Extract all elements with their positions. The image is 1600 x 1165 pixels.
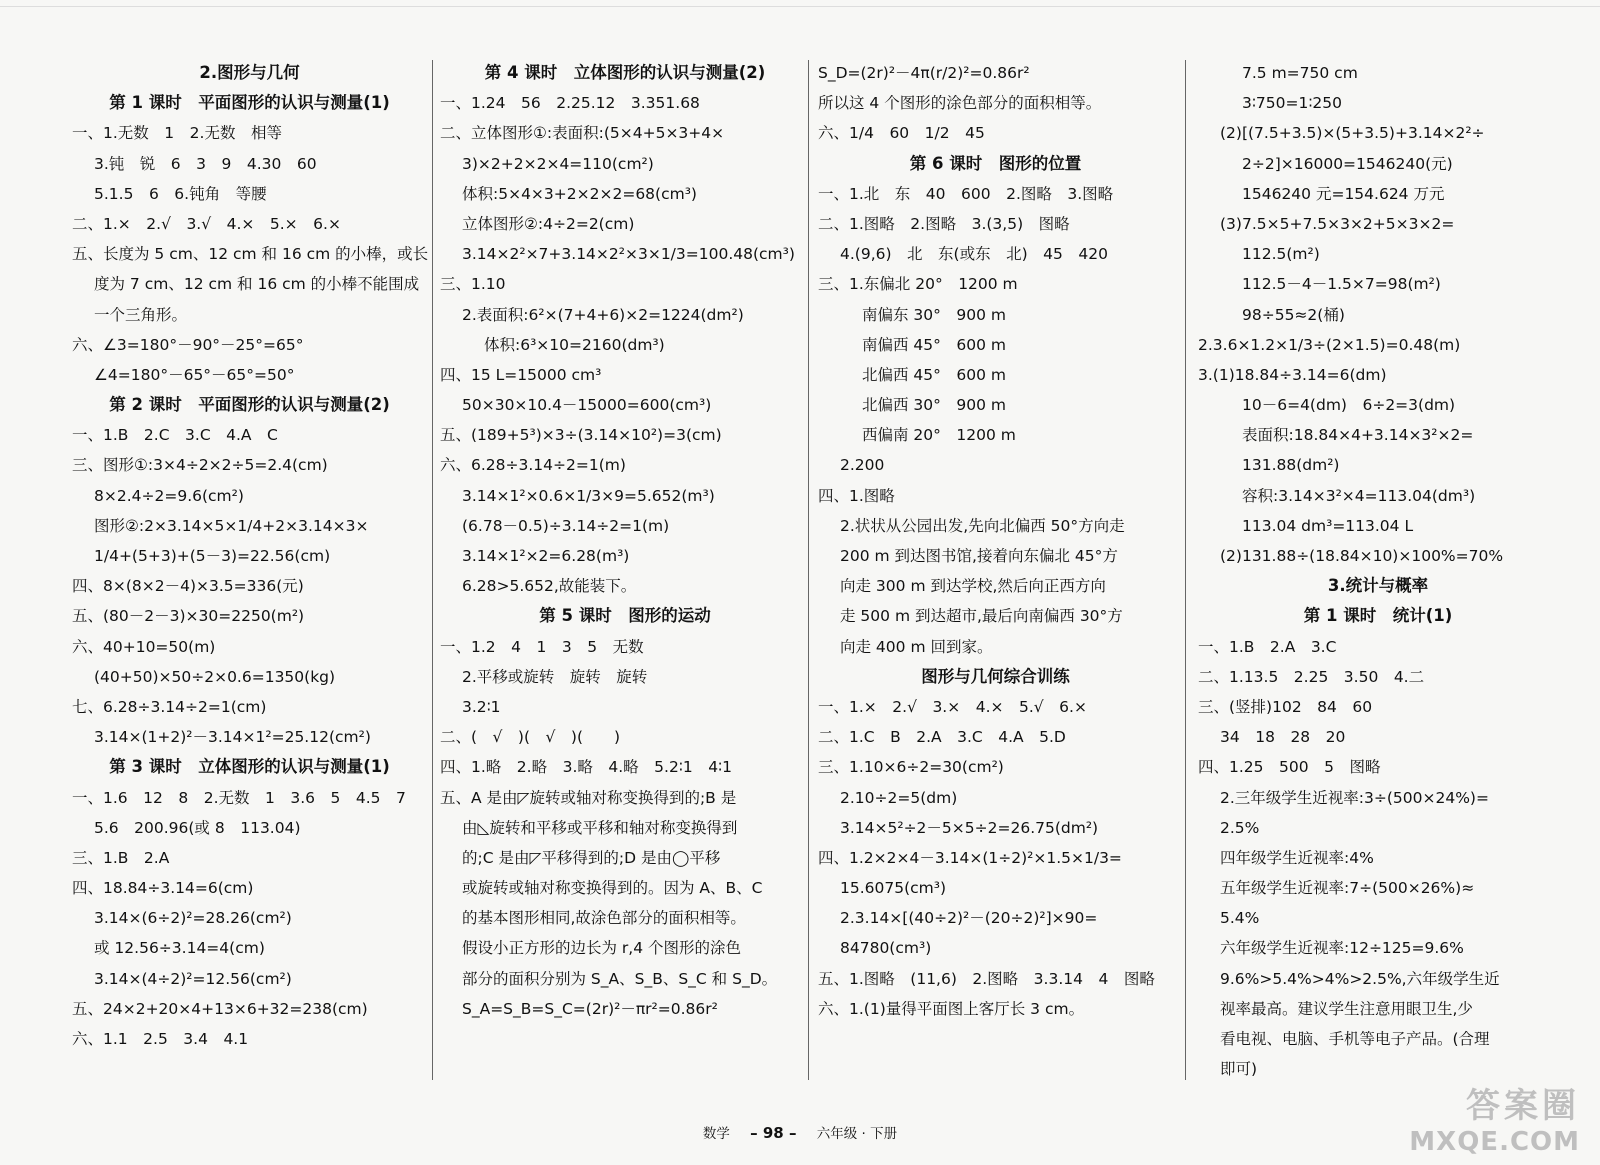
answer-line: (2)131.88÷(18.84×10)×100%=70% xyxy=(1220,547,1504,565)
answer-line: 南偏东 30° 900 m xyxy=(862,305,1007,324)
answer-line: 假设小正方形的边长为 r,4 个图形的涂色 xyxy=(462,939,742,958)
answer-line: 2.3.14×[(40÷2)²－(20÷2)²]×90= xyxy=(840,909,1098,928)
answer-line: 三、1.东偏北 20° 1200 m xyxy=(818,275,1018,294)
answer-line: 二、( √ )( √ )( ) xyxy=(440,728,621,747)
page-number: – 98 – xyxy=(750,1124,797,1142)
column-2 xyxy=(440,58,810,1024)
section-heading: 图形与几何综合训练 xyxy=(921,666,1070,686)
answer-line: 一、1.北 东 40 600 2.图略 3.图略 xyxy=(818,184,1114,203)
answer-line: 3.14×1²×0.6×1/3×9=5.652(m³) xyxy=(462,486,715,505)
answer-line: 5.4% xyxy=(1220,909,1260,928)
answer-line: 视率最高。建议学生注意用眼卫生,少 xyxy=(1220,999,1473,1018)
answer-line: (6.78－0.5)÷3.14÷2=1(m) xyxy=(462,516,670,535)
answer-line: 一、1.× 2.√ 3.× 4.× 5.√ 6.× xyxy=(818,697,1087,716)
footer-subject: 数学 xyxy=(702,1126,730,1142)
answer-line: 五年级学生近视率:7÷(500×26%)≈ xyxy=(1220,879,1475,898)
answer-line: 向走 400 m 回到家。 xyxy=(840,637,993,656)
answer-line: 98÷55≈2(桶) xyxy=(1242,305,1345,324)
answer-line: 3.14×1²×2=6.28(m³) xyxy=(462,547,630,565)
answer-line: S_A=S_B=S_C=(2r)²－πr²=0.86r² xyxy=(462,999,718,1018)
answer-line: 34 18 28 20 xyxy=(1220,728,1346,747)
answer-line: 84780(cm³) xyxy=(840,939,932,958)
answer-line: 体积:6³×10=2160(dm³) xyxy=(484,335,665,354)
section-heading: 第 2 课时 平面图形的认识与测量(2) xyxy=(109,395,390,415)
footer-grade: 六年级 · 下册 xyxy=(816,1126,898,1142)
answer-line: 113.04 dm³=113.04 L xyxy=(1242,516,1414,535)
answer-line: 50×30×10.4－15000=600(cm³) xyxy=(462,396,712,415)
section-heading: 3.统计与概率 xyxy=(1327,576,1429,596)
answer-line: 2.200 xyxy=(840,456,885,475)
answer-line: 一、1.B 2.A 3.C xyxy=(1198,637,1337,656)
answer-line: 3.钝 锐 6 3 9 4.30 60 xyxy=(94,154,317,173)
answer-line: 六年级学生近视率:12÷125=9.6% xyxy=(1220,939,1464,958)
answer-line: 131.88(dm²) xyxy=(1242,456,1340,475)
answer-line: 北偏西 45° 600 m xyxy=(862,365,1007,384)
watermark-line1: 答案圈 xyxy=(1466,1086,1580,1126)
answer-line: 四、15 L=15000 cm³ xyxy=(440,365,602,384)
answer-line: 一、1.24 56 2.25.12 3.351.68 xyxy=(440,94,700,113)
answer-line: 四、1.25 500 5 图略 xyxy=(1198,758,1381,777)
answer-line: 四、18.84÷3.14=6(cm) xyxy=(72,879,254,898)
answer-line: 四、1.图略 xyxy=(818,486,895,505)
answer-line: 5.6 200.96(或 8 113.04) xyxy=(94,818,301,837)
answer-line: 即可) xyxy=(1220,1060,1258,1079)
section-heading: 2.图形与几何 xyxy=(199,63,300,82)
answer-line: 五、1.图略 (11,6) 2.图略 3.3.14 4 图略 xyxy=(818,969,1155,988)
answer-line: 或旋转或轴对称变换得到的。因为 A、B、C xyxy=(462,879,763,898)
answer-line: 2.3.6×1.2×1/3÷(2×1.5)=0.48(m) xyxy=(1198,335,1461,354)
answer-line: 所以这 4 个图形的涂色部分的面积相等。 xyxy=(818,94,1102,113)
answer-line: 2.5% xyxy=(1220,818,1260,837)
answer-line: 2.状状从公园出发,先向北偏西 50°方向走 xyxy=(840,516,1125,535)
answer-line: 3.14×(6÷2)²=28.26(cm²) xyxy=(94,909,292,928)
answer-line: 体积:5×4×3+2×2×2=68(cm³) xyxy=(462,184,697,203)
answer-line: 三、1.B 2.A xyxy=(72,848,170,867)
answer-line: 3.(1)18.84÷3.14=6(dm) xyxy=(1198,365,1387,384)
answer-line: 2.平移或旋转 旋转 旋转 xyxy=(462,667,648,686)
answer-line: 西偏南 20° 1200 m xyxy=(862,426,1016,445)
answer-line: 9.6%>5.4%>4%>2.5%,六年级学生近 xyxy=(1220,969,1500,988)
answer-line: 2.10÷2=5(dm) xyxy=(840,788,958,807)
answer-line: 10－6=4(dm) 6÷2=3(dm) xyxy=(1242,396,1456,415)
section-heading: 第 5 课时 图形的运动 xyxy=(539,606,711,626)
answer-line: 六、1.1 2.5 3.4 4.1 xyxy=(72,1030,249,1048)
answer-line: 一个三角形。 xyxy=(94,305,188,324)
answer-line: 2.三年级学生近视率:3÷(500×24%)= xyxy=(1220,788,1489,807)
answer-line: 3.14×(1+2)²－3.14×1²=25.12(cm²) xyxy=(94,728,371,747)
column-4 xyxy=(1198,58,1558,1084)
column-1 xyxy=(72,58,427,1054)
section-heading: 第 1 课时 统计(1) xyxy=(1303,606,1453,626)
answer-line: 4.(9,6) 北 东(或东 北) 45 420 xyxy=(840,245,1108,264)
answer-line: (2)[(7.5+3.5)×(5+3.5)+3.14×2²÷ xyxy=(1220,124,1485,143)
answer-line: 5.1.5 6 6.钝角 等腰 xyxy=(94,184,267,203)
answer-line: 七、6.28÷3.14÷2=1(cm) xyxy=(72,697,267,716)
column-divider xyxy=(432,60,433,1080)
answer-line: 3.14×2²×7+3.14×2²×3×1/3=100.48(cm³) xyxy=(462,245,795,264)
answer-line: 五、(80－2－3)×30=2250(m²) xyxy=(72,607,305,626)
answer-line: 南偏西 45° 600 m xyxy=(862,335,1007,354)
answer-line: 表面积:18.84×4+3.14×3²×2= xyxy=(1242,426,1474,445)
answer-line: 图形②:2×3.14×5×1/4+2×3.14×3× xyxy=(94,516,369,535)
answer-line: 六、1.(1)量得平面图上客厅长 3 cm。 xyxy=(818,999,1085,1018)
answer-line: 1/4+(5+3)+(5－3)=22.56(cm) xyxy=(94,547,331,565)
answer-line: (3)7.5×5+7.5×3×2+5×3×2= xyxy=(1220,214,1455,233)
section-heading: 第 1 课时 平面图形的认识与测量(1) xyxy=(109,93,390,113)
answer-line: 一、1.B 2.C 3.C 4.A C xyxy=(72,426,278,445)
answer-line: ∠4=180°－65°－65°=50° xyxy=(94,365,295,384)
answer-line: 三、1.10 xyxy=(440,275,506,294)
answer-line: 8×2.4÷2=9.6(cm²) xyxy=(94,486,244,505)
answer-line: 看电视、电脑、手机等电子产品。(合理 xyxy=(1220,1030,1490,1048)
answer-line: (40+50)×50÷2×0.6=1350(kg) xyxy=(94,667,336,686)
answer-line: 3.14×(4÷2)²=12.56(cm²) xyxy=(94,969,292,988)
column-3 xyxy=(818,58,1173,1024)
answer-line: 一、1.无数 1 2.无数 相等 xyxy=(72,124,282,143)
page-footer xyxy=(0,1122,1600,1142)
answer-line: 六、∠3=180°－90°－25°=65° xyxy=(72,335,304,354)
answer-line: 的基本图形相同,故涂色部分的面积相等。 xyxy=(462,909,746,928)
column-divider xyxy=(808,60,809,1080)
answer-line: 六、1/4 60 1/2 45 xyxy=(818,124,985,143)
answer-line: 1546240 元=154.624 万元 xyxy=(1242,184,1445,203)
answer-line: 五、(189+5³)×3÷(3.14×10²)=3(cm) xyxy=(440,426,722,445)
answer-line: 走 500 m 到达超市,最后向南偏西 30°方 xyxy=(840,607,1123,626)
answer-line: 二、1.C B 2.A 3.C 4.A 5.D xyxy=(818,728,1066,747)
answer-line: 四、8×(8×2－4)×3.5=336(元) xyxy=(72,577,304,596)
answer-line: 度为 7 cm、12 cm 和 16 cm 的小棒不能围成 xyxy=(94,275,420,294)
answer-line: 五、长度为 5 cm、12 cm 和 16 cm 的小棒，或长 xyxy=(72,245,429,264)
answer-line: 112.5(m²) xyxy=(1242,245,1320,264)
watermark-logo xyxy=(1409,1078,1580,1157)
answer-line: 五、24×2+20×4+13×6+32=238(cm) xyxy=(72,999,368,1018)
section-heading: 第 3 课时 立体图形的认识与测量(1) xyxy=(109,757,390,777)
answer-line: 200 m 到达图书馆,接着向东偏北 45°方 xyxy=(840,547,1118,565)
answer-line: 三、(竖排)102 84 60 xyxy=(1198,697,1373,716)
answer-line: 四、1.2×2×4－3.14×(1÷2)²×1.5×1/3= xyxy=(818,848,1122,867)
answer-line: 五、A 是由◸旋转或轴对称变换得到的;B 是 xyxy=(440,788,737,807)
section-heading: 第 6 课时 图形的位置 xyxy=(909,153,1082,173)
answer-line: 六、40+10=50(m) xyxy=(72,637,216,656)
answer-line: 2÷2]×16000=1546240(元) xyxy=(1242,154,1453,173)
answer-line: 6.28>5.652,故能装下。 xyxy=(462,577,637,596)
answer-line: 3.14×5²÷2－5×5÷2=26.75(dm²) xyxy=(840,818,1099,837)
answer-line: 北偏西 30° 900 m xyxy=(862,396,1007,415)
answer-line: 一、1.2 4 1 3 5 无数 xyxy=(440,637,644,656)
answer-line: 的;C 是由◸平移得到的;D 是由◯平移 xyxy=(462,848,721,867)
answer-line: 3∶750=1∶250 xyxy=(1242,94,1342,113)
answer-line: 三、图形①:3×4÷2×2÷5=2.4(cm) xyxy=(72,456,328,475)
answer-line: 四年级学生近视率:4% xyxy=(1220,848,1374,867)
answer-line: 一、1.6 12 8 2.无数 1 3.6 5 4.5 7 xyxy=(72,788,406,807)
answer-line: 或 12.56÷3.14=4(cm) xyxy=(94,939,265,958)
answer-line: 由◺旋转和平移或平移和轴对称变换得到 xyxy=(462,818,738,837)
answer-line: 二、1.× 2.√ 3.√ 4.× 5.× 6.× xyxy=(72,214,341,233)
answer-line: 四、1.略 2.略 3.略 4.略 5.2∶1 4∶1 xyxy=(440,758,732,777)
answer-line: 2.表面积:6²×(7+4+6)×2=1224(dm²) xyxy=(462,305,744,324)
answer-line: 向走 300 m 到达学校,然后向正西方向 xyxy=(840,577,1106,596)
answer-line: S_D=(2r)²－4π(r/2)²=0.86r² xyxy=(818,64,1030,82)
answer-line: 三、1.10×6÷2=30(cm²) xyxy=(818,758,1004,777)
answer-line: 3)×2+2×2×4=110(cm²) xyxy=(462,154,654,173)
answer-line: 六、6.28÷3.14÷2=1(m) xyxy=(440,456,626,475)
watermark-line2: MXQE.COM xyxy=(1409,1127,1580,1157)
answer-line: 7.5 m=750 cm xyxy=(1242,64,1358,82)
answer-line: 二、1.图略 2.图略 3.(3,5) 图略 xyxy=(818,214,1070,233)
answer-line: 立体图形②:4÷2=2(cm) xyxy=(462,214,635,233)
answer-line: 3.2∶1 xyxy=(462,697,501,716)
column-divider xyxy=(1185,60,1186,1080)
answer-line: 15.6075(cm³) xyxy=(840,879,947,898)
answer-line: 二、立体图形①:表面积:(5×4+5×3+4× xyxy=(440,124,725,143)
answer-line: 112.5－4－1.5×7=98(m²) xyxy=(1242,275,1441,294)
answer-line: 部分的面积分别为 S_A、S_B、S_C 和 S_D。 xyxy=(462,969,778,988)
section-heading: 第 4 课时 立体图形的认识与测量(2) xyxy=(484,63,766,82)
answer-line: 二、1.13.5 2.25 3.50 4.二 xyxy=(1198,667,1425,686)
answer-line: 容积:3.14×3²×4=113.04(dm³) xyxy=(1242,486,1476,505)
top-edge-line xyxy=(0,6,1600,7)
